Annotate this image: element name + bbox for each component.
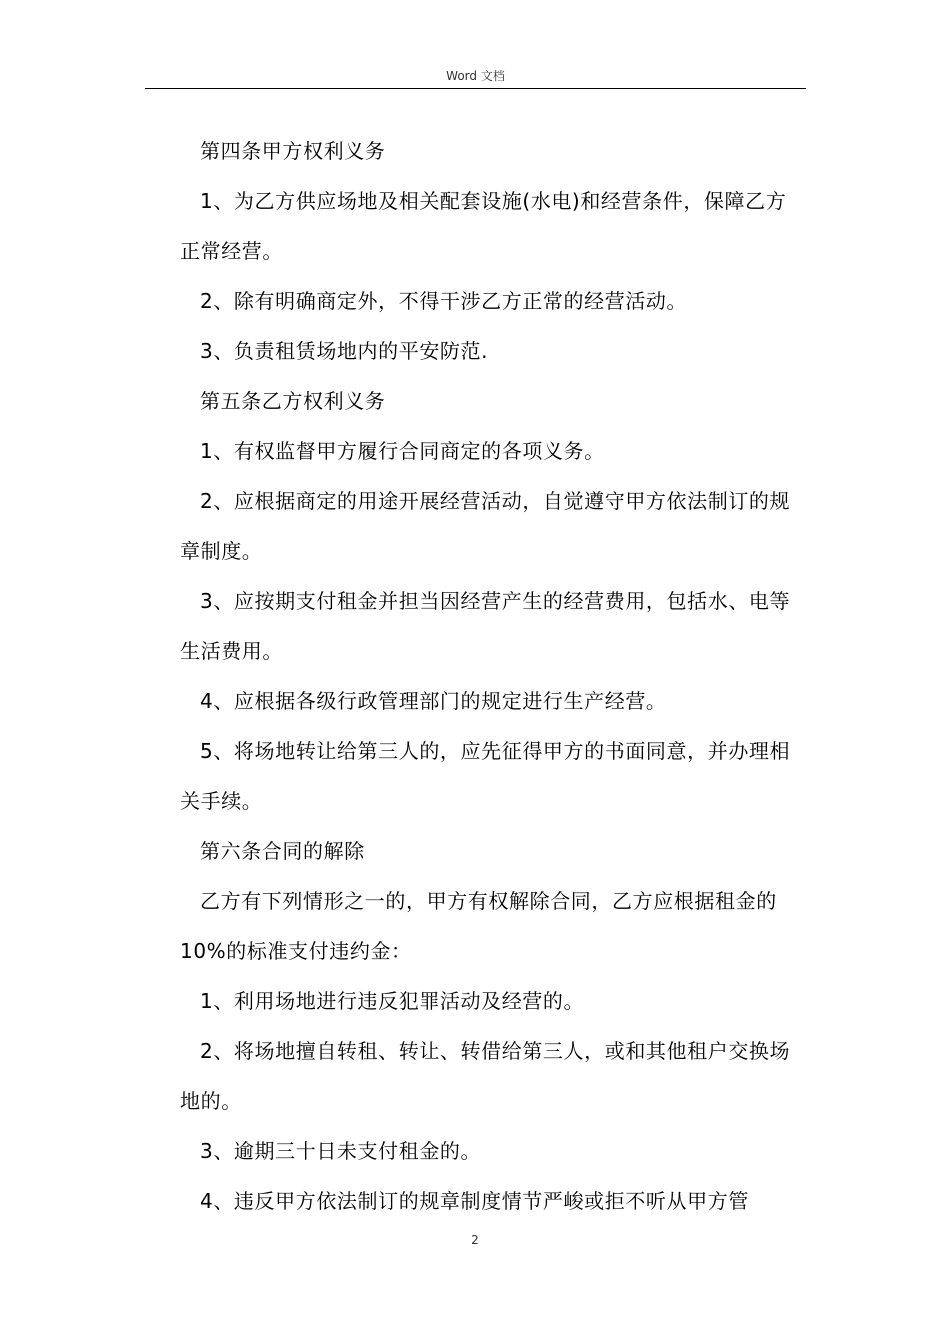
paragraph: 2、将场地擅自转租、转让、转借给第三人，或和其他租户交换场地的。 <box>180 1039 791 1113</box>
paragraph: 4、违反甲方依法制订的规章制度情节严峻或拒不听从甲方管 <box>200 1189 749 1213</box>
header-title: Word 文档 <box>446 69 505 83</box>
paragraph: 3、应按期支付租金并担当因经营产生的经营费用，包括水、电等生活费用。 <box>180 589 791 663</box>
section-heading-4: 第四条甲方权利义务 <box>200 139 386 163</box>
paragraph: 2、除有明确商定外，不得干涉乙方正常的经营活动。 <box>200 289 688 313</box>
document-body <box>180 126 806 1226</box>
paragraph: 3、逾期三十日未支付租金的。 <box>200 1139 482 1163</box>
section-heading-6: 第六条合同的解除 <box>200 839 365 863</box>
paragraph: 1、利用场地进行违反犯罪活动及经营的。 <box>200 989 585 1013</box>
page-footer <box>0 1232 950 1248</box>
paragraph: 1、为乙方供应场地及相关配套设施(水电)和经营条件，保障乙方正常经营。 <box>180 189 787 263</box>
paragraph: 5、将场地转让给第三人的，应先征得甲方的书面同意，并办理相关手续。 <box>180 739 791 813</box>
page-number: 2 <box>471 1233 479 1247</box>
paragraph: 3、负责租赁场地内的平安防范. <box>200 339 489 363</box>
page-header <box>145 68 806 89</box>
paragraph: 乙方有下列情形之一的，甲方有权解除合同，乙方应根据租金的 10%的标准支付违约金： <box>180 889 777 963</box>
paragraph: 4、应根据各级行政管理部门的规定进行生产经营。 <box>200 689 667 713</box>
paragraph: 2、应根据商定的用途开展经营活动，自觉遵守甲方依法制订的规章制度。 <box>180 489 791 563</box>
section-heading-5: 第五条乙方权利义务 <box>200 389 386 413</box>
paragraph: 1、有权监督甲方履行合同商定的各项义务。 <box>200 439 605 463</box>
